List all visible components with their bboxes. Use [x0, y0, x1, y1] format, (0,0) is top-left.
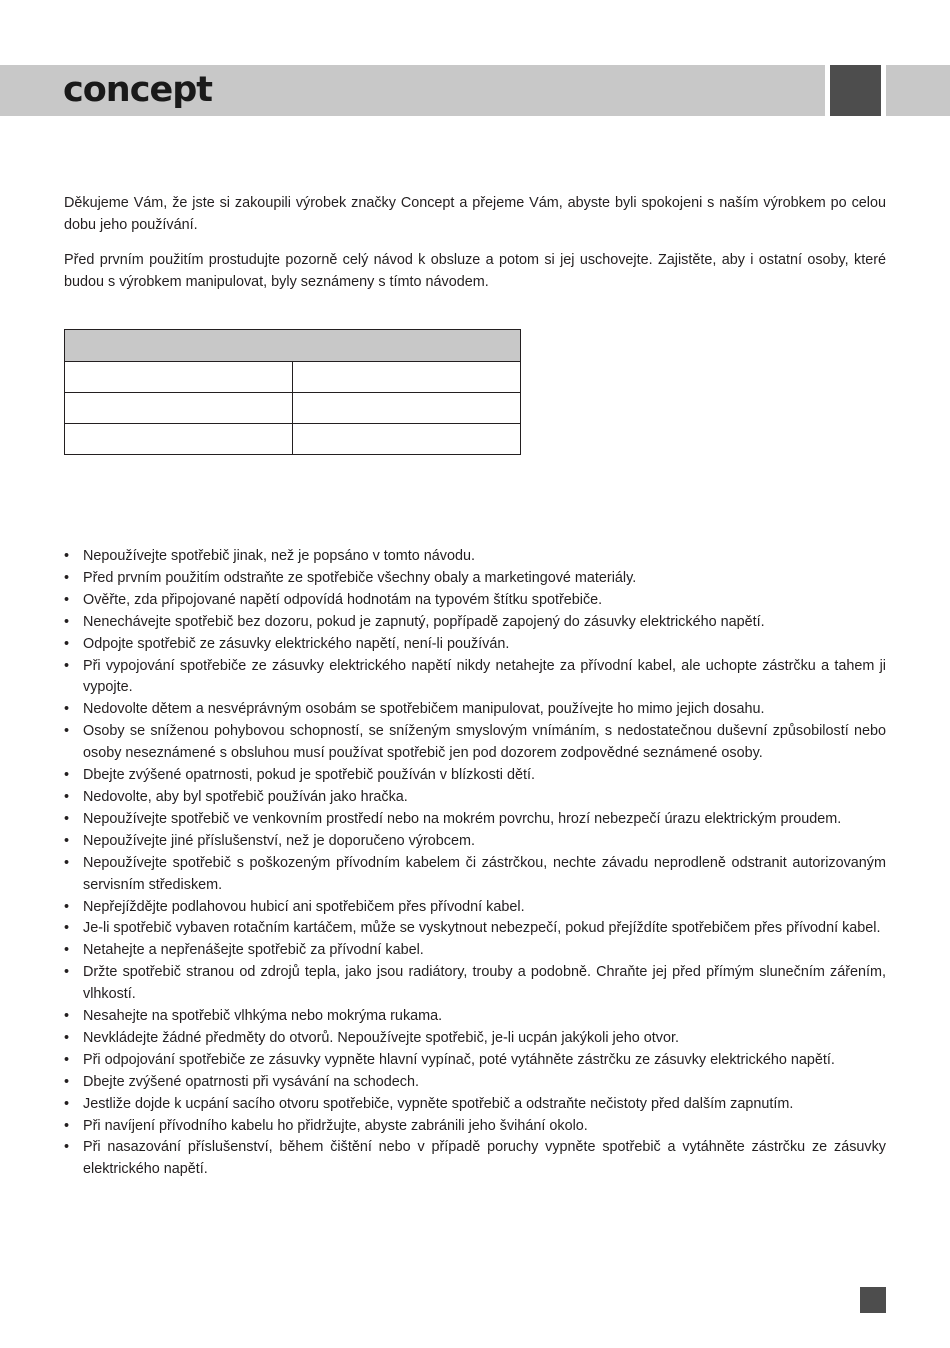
list-item-text: Nepřejíždějte podlahovou hubicí ani spotřebičem přes přívodní kabel. [83, 898, 525, 915]
list-item [64, 918, 886, 940]
spec-table-row [65, 424, 521, 455]
spec-table [64, 329, 521, 455]
list-item-text: Nedovolte dětem a nesvéprávným osobám se spotřebičem manipulovat, používejte ho mimo jejich dosahu. [83, 701, 765, 718]
spec-table-header-row [65, 330, 521, 362]
spec-table-cell [293, 393, 521, 424]
bullet-icon: • [64, 1095, 70, 1112]
list-item [64, 787, 886, 809]
list-item [64, 656, 886, 700]
bullet-icon: • [64, 788, 70, 805]
list-item [64, 721, 886, 765]
list-item-text: Jestliže dojde k ucpání sacího otvoru spotřebiče, vypněte spotřebič a odstraňte nečistoty před dalším zapnutím. [83, 1095, 794, 1112]
bullet-icon: • [64, 723, 70, 740]
spec-table-header [65, 330, 521, 362]
list-item [64, 699, 886, 721]
list-item-text: Při nasazování příslušenství, během čištění nebo v případě poruchy vypněte spotřebič a vytáhněte zástrčku ze zásuvky elektrického napětí. [83, 1139, 886, 1178]
list-item-text: Osoby se sníženou pohybovou schopností, se sníženým smyslovým vnímáním, s nedostatečnou duševní způsobilostí nebo osoby neseznámené s obsluhou musí používat spotřebič jen pod dozorem zodpovědné seznámené osoby. [83, 723, 886, 762]
spec-table-row [65, 393, 521, 424]
list-item [64, 568, 886, 590]
list-item [64, 809, 886, 831]
bullet-icon: • [64, 657, 70, 674]
bullet-icon: • [64, 1051, 70, 1068]
list-item-text: Nevkládejte žádné předměty do otvorů. Nepoužívejte spotřebič, je-li ucpán jakýkoli jeho otvor. [83, 1029, 679, 1046]
list-item [64, 897, 886, 919]
bullet-icon: • [64, 701, 70, 718]
list-item-text: Nepoužívejte spotřebič ve venkovním prostředí nebo na mokrém povrchu, hrozí nebezpečí úrazu elektrickým proudem. [83, 810, 842, 827]
list-item [64, 1072, 886, 1094]
list-item-text: Dbejte zvýšené opatrnosti při vysávání na schodech. [83, 1073, 419, 1090]
list-item-text: Nepoužívejte spotřebič s poškozeným přívodním kabelem či zástrčkou, nechte závadu neprodleně odstranit autorizovaným servisním střediskem. [83, 854, 886, 893]
bullet-icon: • [64, 1008, 70, 1025]
bullet-icon: • [64, 898, 70, 915]
list-item-text: Ověřte, zda připojované napětí odpovídá hodnotám na typovém štítku spotřebiče. [83, 591, 603, 608]
concept-logo: concept [63, 70, 212, 110]
bullet-icon: • [64, 767, 70, 784]
bullet-icon: • [64, 1139, 70, 1156]
list-item-text: Držte spotřebič stranou od zdrojů tepla, jako jsou radiátory, trouby a podobně. Chraňte jej před přímým slunečním zářením, vlhkostí. [83, 964, 886, 1003]
list-item-text: Dbejte zvýšené opatrnosti, pokud je spotřebič používán v blízkosti dětí. [83, 767, 535, 784]
list-item-text: Nesahejte na spotřebič vlhkýma nebo mokrýma rukama. [83, 1008, 443, 1025]
spec-table-cell [293, 362, 521, 393]
bullet-icon: • [64, 1073, 70, 1090]
bullet-icon: • [64, 1029, 70, 1046]
list-item-text: Při navíjení přívodního kabelu ho přidržujte, abyste zabránili jeho švihání okolo. [83, 1117, 588, 1134]
safety-rules-list [64, 546, 886, 1181]
list-item-text: Netahejte a nepřenášejte spotřebič za přívodní kabel. [83, 942, 424, 959]
bullet-icon: • [64, 920, 70, 937]
list-item-text: Nepoužívejte jiné příslušenství, než je doporučeno výrobcem. [83, 832, 475, 849]
list-item [64, 590, 886, 612]
list-item-text: Nepoužívejte spotřebič jinak, než je popsáno v tomto návodu. [83, 548, 475, 564]
list-item [64, 546, 886, 568]
list-item [64, 940, 886, 962]
list-item-text: Nenechávejte spotřebič bez dozoru, pokud je zapnutý, popřípadě zapojený do zásuvky elektrického napětí. [83, 613, 765, 630]
header-band-end [886, 65, 950, 116]
list-item-text: Při vypojování spotřebiče ze zásuvky elektrického napětí nikdy netahejte za přívodní kabel, ale uchopte zástrčku a tahem ji vypojte. [83, 657, 886, 696]
page-number-marker [860, 1287, 886, 1313]
list-item-text: Před prvním použitím odstraňte ze spotřebiče všechny obaly a marketingové materiály. [83, 569, 637, 586]
list-item-text: Při odpojování spotřebiče ze zásuvky vypněte hlavní vypínač, poté vytáhněte zástrčku ze zásuvky elektrického napětí. [83, 1051, 835, 1068]
list-item-text: Odpojte spotřebič ze zásuvky elektrického napětí, není-li používán. [83, 635, 510, 652]
spec-table-row [65, 362, 521, 393]
list-item [64, 1137, 886, 1181]
list-item [64, 1094, 886, 1116]
bullet-icon: • [64, 591, 70, 608]
bullet-icon: • [64, 832, 70, 849]
bullet-icon: • [64, 1117, 70, 1134]
bullet-icon: • [64, 569, 70, 586]
spec-table-cell [65, 362, 293, 393]
list-item [64, 853, 886, 897]
bullet-icon: • [64, 613, 70, 630]
list-item [64, 1050, 886, 1072]
intro-paragraph-thanks: Děkujeme Vám, že jste si zakoupili výrobek značky Concept a přejeme Vám, abyste byli spokojeni s naším výrobkem po celou dobu jeho používání. [64, 195, 886, 233]
list-item [64, 1116, 886, 1138]
list-item [64, 1006, 886, 1028]
bullet-icon: • [64, 854, 70, 871]
header-page-tab [830, 65, 881, 116]
bullet-icon: • [64, 548, 70, 564]
list-item [64, 765, 886, 787]
bullet-icon: • [64, 635, 70, 652]
list-item-text: Nedovolte, aby byl spotřebič používán jako hračka. [83, 788, 408, 805]
bullet-icon: • [64, 942, 70, 959]
spec-table-cell [65, 424, 293, 455]
list-item [64, 634, 886, 656]
list-item [64, 1028, 886, 1050]
intro-paragraph-read-manual: Před prvním použitím prostudujte pozorně celý návod k obsluze a potom si jej uschovejte. Zajistěte, aby i ostatní osoby, které budou s výrobkem manipulovat, byly seznámeny s tímto návodem. [64, 252, 886, 290]
bullet-icon: • [64, 810, 70, 827]
spec-table-cell [65, 393, 293, 424]
list-item-text: Je-li spotřebič vybaven rotačním kartáčem, může se vyskytnout nebezpečí, pokud přejíždíte spotřebičem přes přívodní kabel. [83, 920, 881, 937]
list-item [64, 831, 886, 853]
spec-table-cell [293, 424, 521, 455]
bullet-icon: • [64, 964, 70, 981]
list-item [64, 962, 886, 1006]
list-item [64, 612, 886, 634]
